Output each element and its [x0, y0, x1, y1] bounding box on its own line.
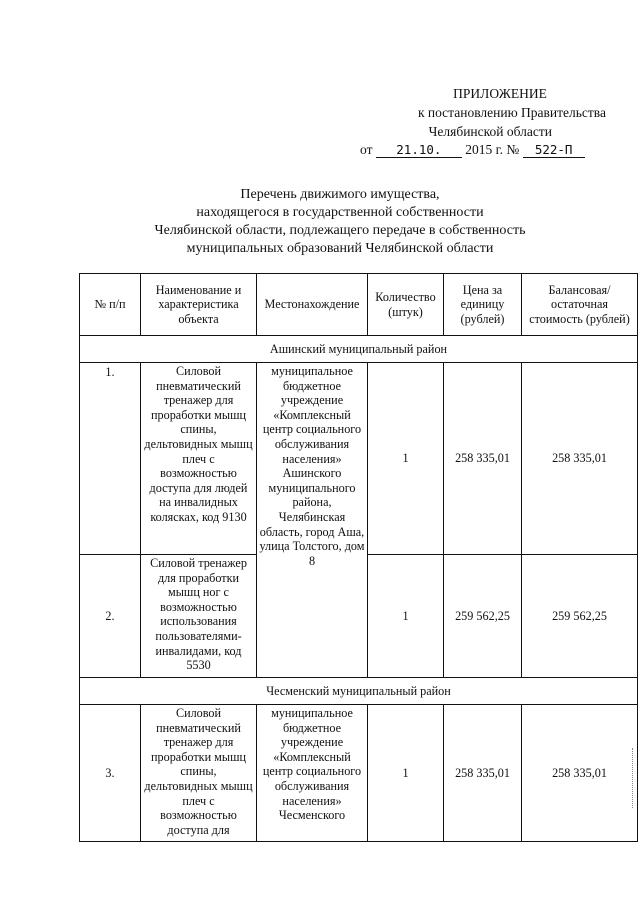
row-price: 259 562,25 [444, 555, 522, 678]
header-name: Наименование и характеристика объекта [141, 274, 257, 336]
title-line-4: муниципальных образований Челябинской области [186, 241, 494, 256]
row-quantity: 1 [368, 555, 444, 678]
year-text: 2015 г. № [465, 142, 520, 157]
row-name: Силовой пневматический тренажер для проработки мышц спины, дельтовидных мышц плеч с возможностью доступа для людей на инвалидных колясках, код 9130 [141, 363, 257, 555]
header-num: № п/п [80, 274, 141, 336]
section-row [80, 336, 638, 363]
row-location: муниципальное бюджетное учреждение «Комплексный центр социального обслуживания населения» Ашинского муниципального района, Челябинская область, город Аша, улица Толстого, дом 8 [257, 363, 368, 678]
appendix-line-2: Челябинской области [428, 124, 552, 139]
title-line-1: Перечень движимого имущества, [240, 187, 440, 202]
row-name: Силовой пневматический тренажер для проработки мышц спины, дельтовидных мышц плеч с возможностью доступа для [141, 705, 257, 842]
property-table [79, 273, 638, 842]
table-header-row [80, 274, 638, 336]
section-row [80, 678, 638, 705]
header-location: Местонахождение [257, 274, 368, 336]
title-line-2: находящегося в государственной собственности [196, 205, 484, 220]
row-num: 1. [80, 363, 141, 555]
appendix-date-line [360, 140, 620, 159]
row-num: 3. [80, 705, 141, 842]
scan-edge-mark [632, 748, 635, 808]
row-name: Силовой тренажер для проработки мышц ног с возможностью использования пользователями-инвалидами, код 5530 [141, 555, 257, 678]
row-num: 2. [80, 555, 141, 678]
header-balance: Балансовая/ остаточная стоимость (рублей) [522, 274, 638, 336]
title-line-3: Челябинской области, подлежащего передаче в собственность [154, 223, 526, 238]
document-title [120, 186, 560, 258]
row-balance: 258 335,01 [522, 363, 638, 555]
row-price: 258 335,01 [444, 705, 522, 842]
row-price: 258 335,01 [444, 363, 522, 555]
decree-number: 522-П [523, 142, 585, 158]
table-row [80, 705, 638, 842]
section-chesmensky: Чесменский муниципальный район [80, 678, 638, 705]
header-price: Цена за единицу (рублей) [444, 274, 522, 336]
row-location: муниципальное бюджетное учреждение «Комплексный центр социального обслуживания населения» Чесменского [257, 705, 368, 842]
row-balance: 258 335,01 [522, 705, 638, 842]
date-value: 21.10. [376, 142, 462, 158]
date-prefix: от [360, 142, 373, 157]
row-quantity: 1 [368, 705, 444, 842]
row-quantity: 1 [368, 363, 444, 555]
section-ashinsky: Ашинский муниципальный район [80, 336, 638, 363]
appendix-line-1: к постановлению Правительства [417, 105, 606, 120]
appendix-heading: ПРИЛОЖЕНИЕ [453, 86, 547, 101]
header-quantity: Количество (штук) [368, 274, 444, 336]
table-row [80, 363, 638, 555]
row-balance: 259 562,25 [522, 555, 638, 678]
